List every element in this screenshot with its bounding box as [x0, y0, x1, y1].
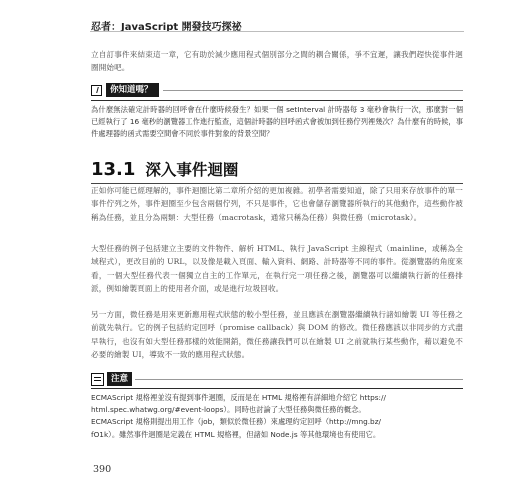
callout-body	[91, 100, 463, 141]
section-number: 13.1	[91, 159, 136, 180]
running-header: 忍者：JavaScript 開發技巧探祕	[91, 22, 242, 33]
paragraph-block-3	[91, 308, 463, 362]
note-callout	[91, 372, 463, 441]
pencil-icon	[91, 85, 102, 96]
note-header	[91, 372, 463, 386]
note-tag: 注意	[107, 372, 132, 386]
callout-tag: 你知道嗎？	[106, 83, 159, 97]
paragraph-microtask: 另一方面，微任務是用來更新應用程式狀態的較小型任務，並且應該在瀏覽器繼續執行諸如繪製 UI 等任務之前就先執行。它的例子包括約定回呼（promise callback）與 DOM 的修改。微任務應該以非同步的方式盡早執行，也沒有如大型任務那樣的效能開銷，微任務讓我們可以在繪製 UI 之前就執行某些動作，藉以避免不必要的繪製 UI，導致不一致的應用程式狀態。	[91, 310, 463, 360]
note-line: fO1k）。雖然事件迴圈是定義在 HTML 規格裡，但諸如 Node.js 等其他環境也有使用它。	[91, 429, 381, 439]
paragraph-event-loop: 正如你可能已經理解的，事件迴圈比第二章所介紹的更加複雜。初學者需要知道，除了只用來存放事件的單一事件佇列之外，事件迴圈至少包含兩個佇列，不只是事件，它也會儲存瀏覽器所執行的其他動作，這些動作被稱為任務，並且分為兩類：大型任務（macrotask，通常只稱為任務）與微任務（microtask）。	[91, 186, 463, 222]
note-line: ECMAScript 規格裡並沒有提到事件迴圈，反而是在 HTML 規格裡有詳細地介紹它 https://	[91, 393, 386, 402]
note-icon	[91, 373, 104, 386]
note-rule	[135, 379, 463, 380]
section-heading	[91, 158, 463, 184]
section-title: 深入事件迴圈	[145, 161, 239, 179]
note-line: html.spec.whatwg.org/#event-loops）。同時也討論了大型任務與微任務的概念。	[91, 405, 366, 415]
paragraph-block-1	[91, 184, 463, 224]
paragraph-block-2	[91, 242, 463, 296]
note-body	[91, 388, 463, 441]
callout-header	[91, 83, 463, 97]
paragraph-macrotask: 大型任務的例子包括建立主要的文件物件、解析 HTML、執行 JavaScript 主線程式（mainline，或稱為全域程式），更改目前的 URL，以及像是載入頁面、輸入資料、網路、計時器等不同的事件。從瀏覽器的角度來看，一個大型任務代表一個獨立自主的工作單元，在執行完一項任務之後，瀏覽器可以繼續執行新的任務排派，例如繪製頁面上的使用者介面，或是進行垃圾回收。	[91, 244, 463, 294]
callout-rule	[163, 90, 463, 91]
section-title-row	[91, 158, 463, 180]
intro-paragraph: 立自訂事件來結束這一章，它有助於減少應用程式個別部分之間的耦合關係，爭不宜遲，讓我們趕快從事件迴圈開始吧。	[91, 50, 463, 73]
did-you-know-callout	[91, 83, 463, 141]
callout-text: 為什麼無法確定計時器的回呼會在什麼時候發生？如果一個 setInterval 計時器每 3 毫秒會執行一次，那麼對一個已經執行了 16 毫秒的瀏覽器工作進行監查，這個計時器的回呼函式會被加到任務佇列裡幾次？為什麼有的時候，事件處理器的函式需要空間會不同於事件對象的背景空間？	[91, 105, 463, 139]
intro-block	[91, 48, 463, 75]
header-rule	[90, 31, 464, 32]
note-line: ECMAScript 規格則提出用工作（job，類似於微任務）來處理約定回呼（http://mng.bz/	[91, 417, 381, 427]
page-number: 390	[93, 464, 112, 475]
